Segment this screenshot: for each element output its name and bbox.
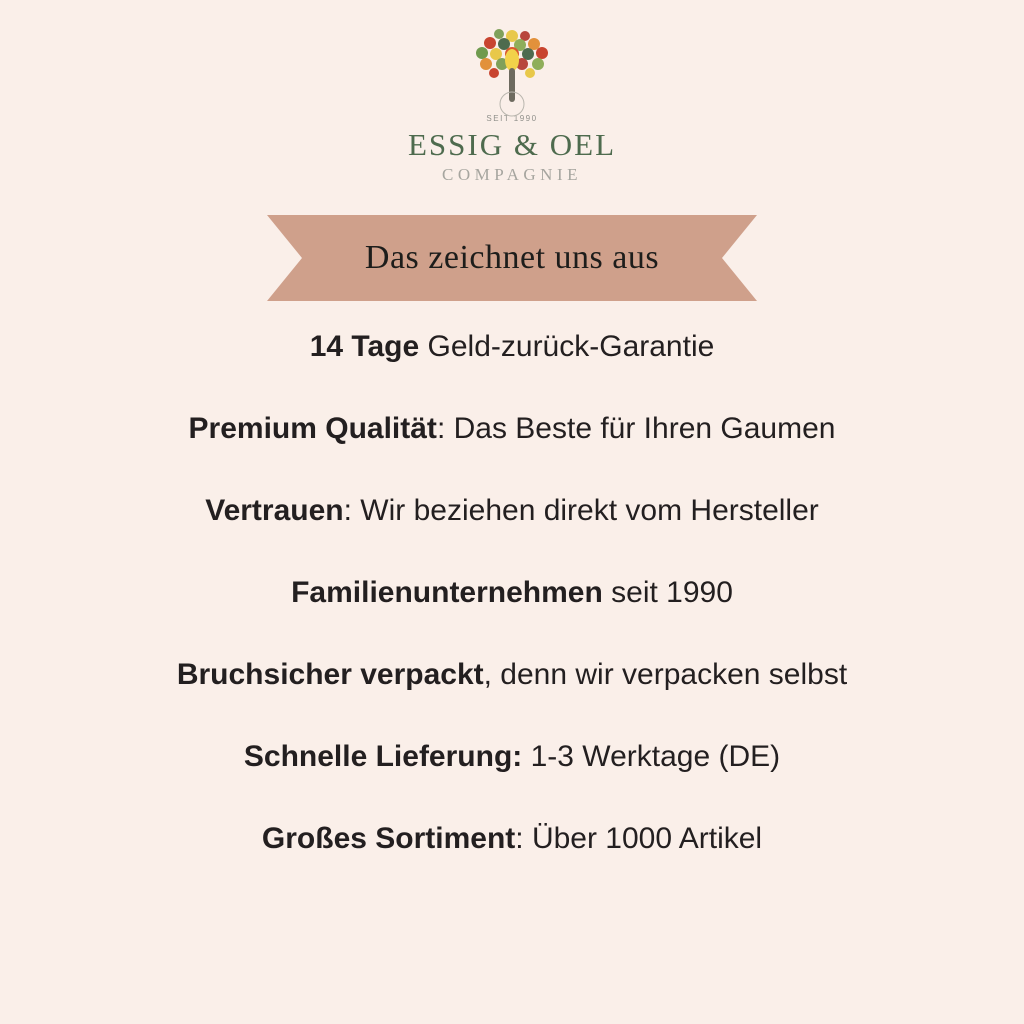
list-item: [310, 329, 715, 365]
feature-rest: : Wir beziehen direkt vom Hersteller: [343, 494, 819, 527]
feature-strong: Schnelle Lieferung:: [243, 740, 523, 773]
list-item: [244, 739, 780, 775]
feature-strong: 14 Tage: [309, 330, 420, 363]
feature-rest: : Über 1000 Artikel: [515, 822, 763, 855]
tree-logo-icon: [452, 20, 572, 120]
feature-rest: 1-3 Werktage (DE): [522, 740, 781, 773]
feature-strong: Familienunternehmen: [291, 576, 603, 609]
feature-strong: Großes Sortiment: [261, 822, 516, 855]
list-item: [189, 411, 836, 447]
feature-list: [0, 329, 1024, 857]
feature-strong: Premium Qualität: [188, 412, 437, 445]
list-item: [205, 493, 819, 529]
feature-strong: Vertrauen: [205, 494, 344, 527]
feature-rest: , denn wir verpacken selbst: [483, 658, 848, 691]
banner-title: Das zeichnet uns aus: [364, 239, 660, 276]
list-item: [291, 575, 733, 611]
list-item: [177, 657, 847, 693]
logo-name: ESSIG & OEL: [408, 127, 616, 162]
feature-rest: seit 1990: [602, 576, 733, 609]
logo-subtitle: COMPAGNIE: [441, 165, 582, 184]
feature-rest: Geld-zurück-Garantie: [419, 330, 715, 363]
feature-strong: Bruchsicher verpackt: [176, 658, 484, 691]
list-item: [262, 821, 762, 857]
section-banner: [267, 215, 757, 301]
logo-seal-text: SEIT 1990: [486, 114, 538, 123]
brand-logo: [382, 20, 642, 185]
feature-rest: : Das Beste für Ihren Gaumen: [436, 412, 836, 445]
